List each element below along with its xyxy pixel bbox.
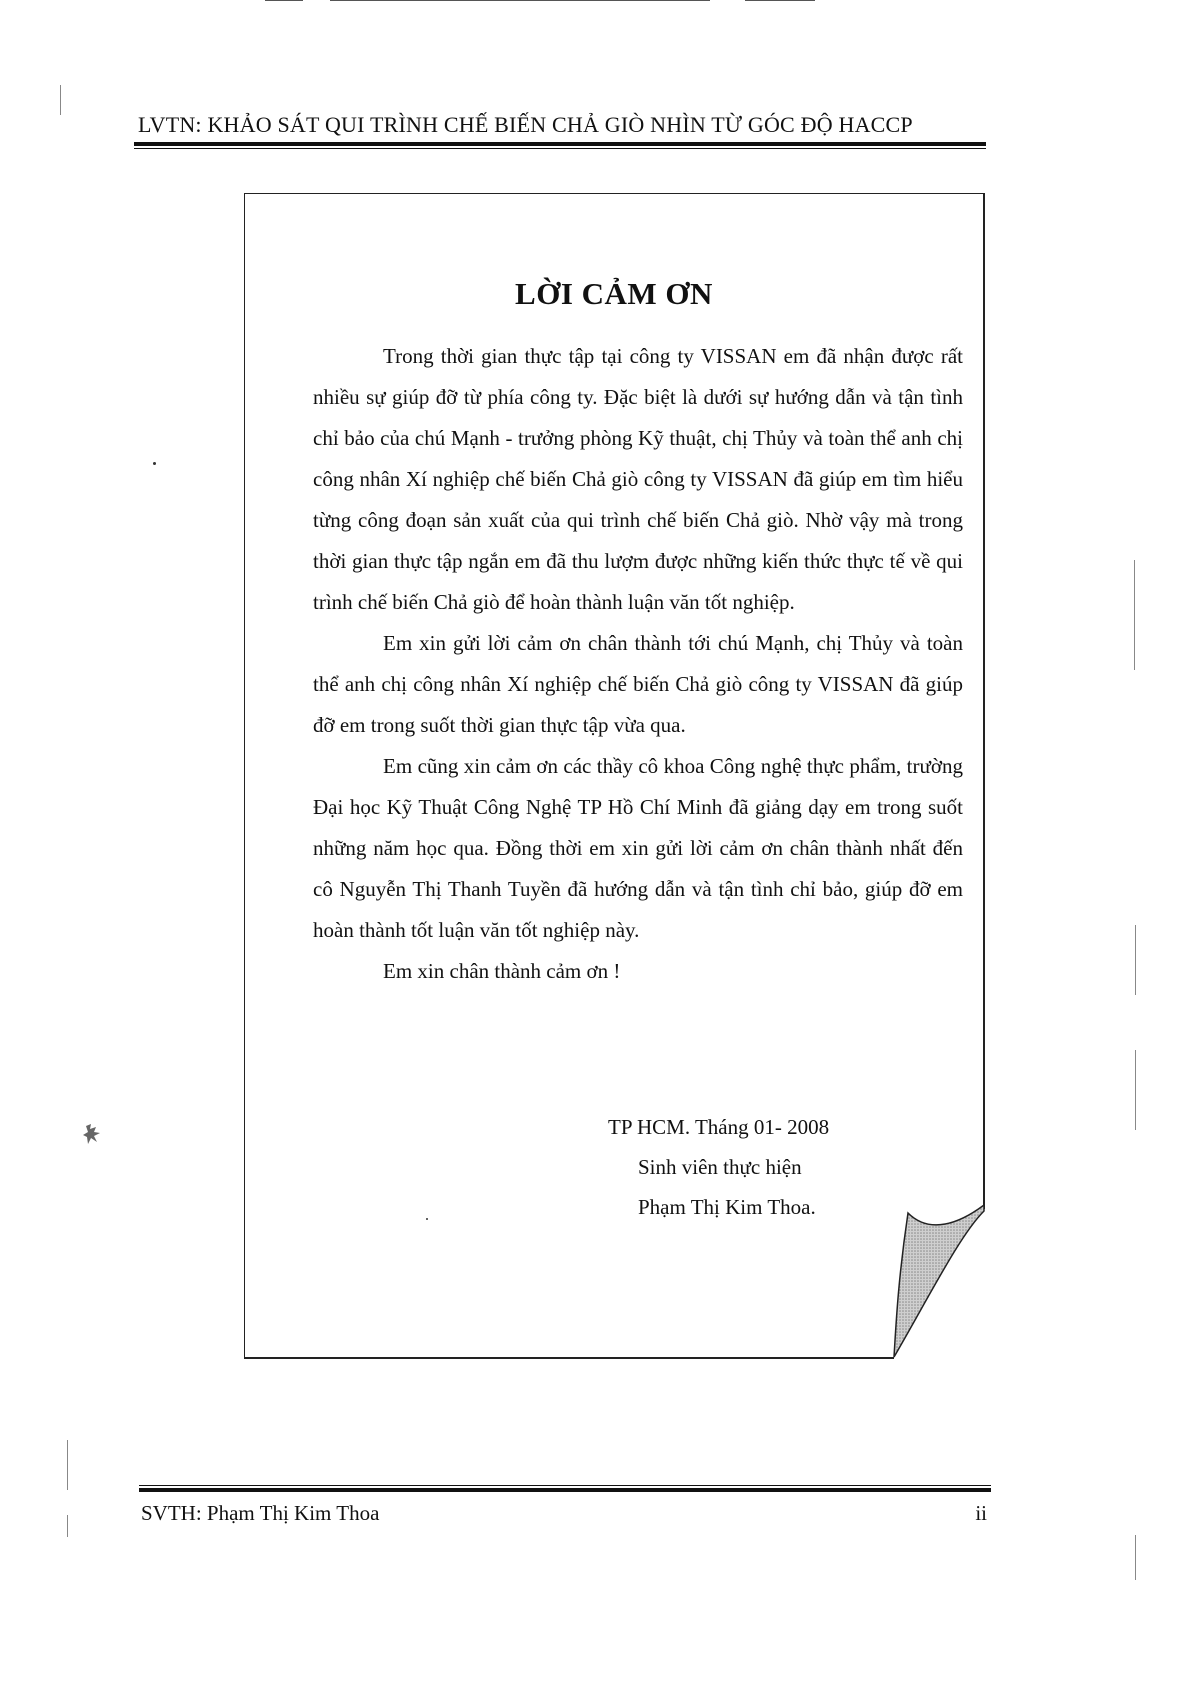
footer-author: SVTH: Phạm Thị Kim Thoa [141,1501,380,1525]
signature-place-date: TP HCM. Tháng 01- 2008 [608,1115,830,1139]
page-frame-bottom-edge [244,1357,894,1359]
page-curl-decoration [890,1205,990,1365]
scan-artifact [265,0,303,1]
signature-role: Sinh viên thực hiện [638,1155,802,1179]
scan-artifact [330,0,710,1]
running-header [134,112,986,152]
header-title: LVTN: KHẢO SÁT QUI TRÌNH CHẾ BIẾN CHẢ GIÒ NHÌN TỪ GÓC ĐỘ HACCP [138,112,913,137]
footer-rule [139,1485,991,1486]
signature-block [608,1107,829,1227]
signature-name: Phạm Thị Kim Thoa. [638,1195,816,1219]
scan-artifact [1134,560,1135,670]
footer-rule [139,1488,991,1492]
page-number: ii [975,1501,987,1525]
paragraph: Em xin chân thành cảm ơn ! [383,959,621,983]
scan-artifact [82,1123,102,1145]
header-rule [134,148,986,149]
page-title: LỜI CẢM ƠN [515,276,713,311]
header-rule [134,142,986,146]
scan-artifact [67,1440,68,1490]
scan-artifact [1135,1050,1136,1130]
scan-artifact [60,85,61,115]
scan-artifact [67,1515,68,1537]
paragraph: Em cũng xin cảm ơn các thầy cô khoa Công nghệ thực phẩm, trường Đại học Kỹ Thuật Công Nghệ TP Hồ Chí Minh đã giảng dạy em trong suốt những năm học qua. Đồng thời em xin gửi lời cảm ơn chân thành nhất đến cô Nguyễn Thị Thanh Tuyền đã hướng dẫn và tận tình chỉ bảo, giúp đỡ em hoàn thành tốt luận văn tốt nghiệp này. [313,754,963,942]
scan-artifact [1135,925,1136,995]
scan-artifact [153,462,156,465]
page-frame-right-edge [983,193,985,1209]
paragraph: Em xin gửi lời cảm ơn chân thành tới chú Mạnh, chị Thủy và toàn thể anh chị công nhân Xí nghiệp chế biến Chả giò công ty VISSAN đã giúp đỡ em trong suốt thời gian thực tập vừa qua. [313,631,963,737]
scan-artifact [1135,1535,1136,1580]
acknowledgement-body [313,336,963,992]
paragraph: Trong thời gian thực tập tại công ty VISSAN em đã nhận được rất nhiều sự giúp đỡ từ phía công ty. Đặc biệt là dưới sự hướng dẫn và tận tình chỉ bảo của chú Mạnh - trưởng phòng Kỹ thuật, chị Thủy và toàn thể anh chị công nhân Xí nghiệp chế biến Chả giò công ty VISSAN đã giúp em tìm hiểu từng công đoạn sản xuất của qui trình chế biến Chả giò. Nhờ vậy mà trong thời gian thực tập ngắn em đã thu lượm được những kiến thức thực tế về qui trình chế biến Chả giò để hoàn thành luận văn tốt nghiệp. [313,344,963,614]
scan-artifact [745,0,815,1]
running-footer [139,1485,991,1530]
